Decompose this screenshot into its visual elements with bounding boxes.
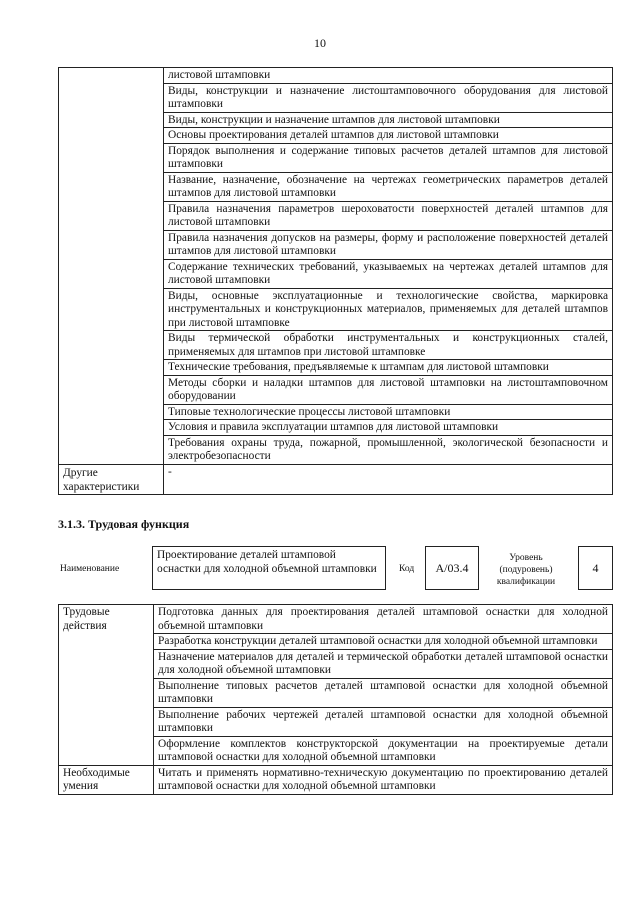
action-item: Разработка конструкции деталей штамповой оснастки для холодной объемной штамповки (154, 634, 613, 650)
knowledge-item: Основы проектирования деталей штампов для листовой штамповки (164, 128, 613, 144)
table-row (59, 605, 613, 634)
other-value: - (164, 464, 613, 494)
code-label: Код (399, 564, 415, 574)
knowledge-label-cell (59, 68, 164, 465)
knowledge-item: Виды, конструкции и назначение листоштамповочного оборудования для листовой штамповки (164, 83, 613, 112)
knowledge-item: Технические требования, предъявляемые к штампам для листовой штамповки (164, 360, 613, 376)
knowledge-item: Условия и правила эксплуатации штампов для листовой штамповки (164, 420, 613, 436)
actions-label: Трудовые действия (59, 605, 154, 766)
knowledge-item: Требования охраны труда, пожарной, промышленной, экологической безопасности и электробезопасности (164, 435, 613, 464)
level-label: Уровень (подуровень) квалификации (496, 553, 556, 587)
action-item: Подготовка данных для проектирования деталей штамповой оснастки для холодной объемной штамповки (154, 605, 613, 634)
qualification-level: 4 (578, 546, 613, 590)
knowledge-table (58, 67, 613, 495)
table-row (59, 464, 613, 494)
labor-function-table (58, 604, 613, 795)
knowledge-item: Виды, основные эксплуатационные и технологические свойства, маркировка инструментальных и конструкционных материалов, применяемых для деталей штампов при листовой штамповке (164, 288, 613, 331)
table-row (59, 765, 613, 794)
knowledge-item: Виды термической обработки инструментальных и конструкционных сталей, применяемых для штампов при листовой штамповке (164, 331, 613, 360)
knowledge-item: листовой штамповки (164, 68, 613, 84)
skill-item: Читать и применять нормативно-техническую документацию по проектированию деталей штамповой оснастки для холодной объемной штамповки (154, 765, 613, 794)
table-row (59, 68, 613, 84)
other-label: Другие характеристики (59, 464, 164, 494)
action-item: Оформление комплектов конструкторской документации на проектируемые детали штамповой оснастки для холодной объемной штамповки (154, 736, 613, 765)
knowledge-item: Содержание технических требований, указываемых на чертежах деталей штампов для листовой штамповки (164, 259, 613, 288)
function-code: A/03.4 (425, 546, 479, 590)
knowledge-item: Методы сборки и наладки штампов для листовой штамповки на листоштамповочном оборудовании (164, 375, 613, 404)
knowledge-item: Правила назначения допусков на размеры, форму и расположение поверхностей деталей штампов для листовой штамповки (164, 230, 613, 259)
name-label: Наименование (60, 564, 120, 574)
page-number: 10 (314, 36, 326, 50)
knowledge-item: Порядок выполнения и содержание типовых расчетов деталей штампов для листовой штамповки (164, 143, 613, 172)
function-name: Проектирование деталей штамповой оснастки для холодной объемной штамповки (152, 546, 386, 590)
knowledge-item: Правила назначения параметров шероховатости поверхностей деталей штампов для листовой штамповки (164, 201, 613, 230)
action-item: Назначение материалов для деталей и термической обработки деталей штамповой оснастки для холодной объемной штамповки (154, 649, 613, 678)
section-title: 3.1.3. Трудовая функция (58, 517, 190, 531)
knowledge-item: Виды, конструкции и назначение штампов для листовой штамповки (164, 112, 613, 128)
knowledge-item: Типовые технологические процессы листовой штамповки (164, 404, 613, 420)
knowledge-item: Название, назначение, обозначение на чертежах геометрических параметров деталей штампов для листовой штамповки (164, 172, 613, 201)
action-item: Выполнение рабочих чертежей деталей штамповой оснастки для холодной объемной штамповки (154, 707, 613, 736)
skills-label: Необходимые умения (59, 765, 154, 794)
action-item: Выполнение типовых расчетов деталей штамповой оснастки для холодной объемной штамповки (154, 678, 613, 707)
